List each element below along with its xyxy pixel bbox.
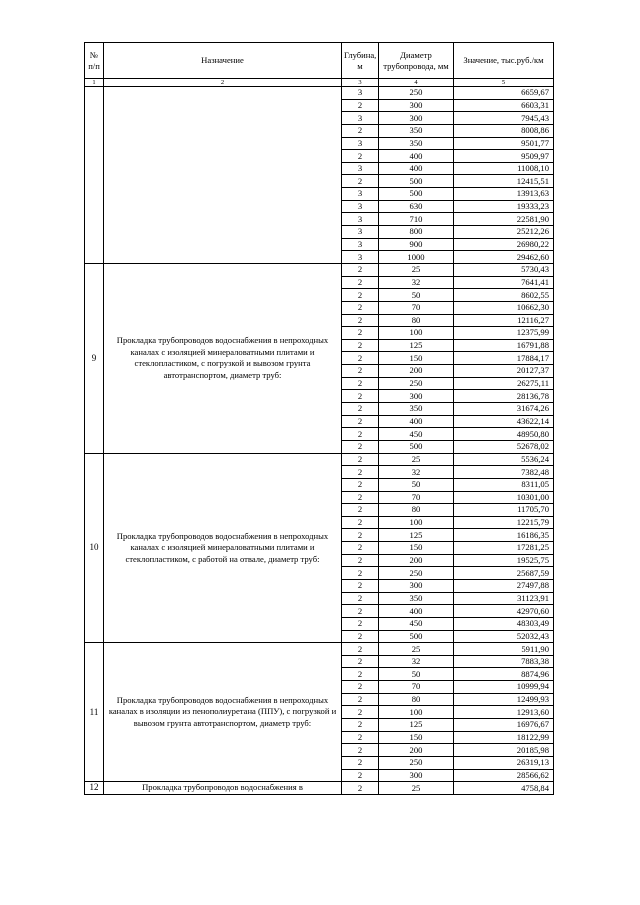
- depth-cell: 2: [342, 327, 379, 340]
- column-number: 5: [454, 79, 554, 87]
- depth-cell: 2: [342, 365, 379, 378]
- table-row: [85, 453, 554, 466]
- depth-cell: 2: [342, 175, 379, 188]
- value-cell: 12375,99: [454, 327, 554, 340]
- diameter-cell: 32: [379, 655, 454, 668]
- table-row: [85, 782, 554, 795]
- column-number: 1: [85, 79, 104, 87]
- depth-cell: 2: [342, 301, 379, 314]
- depth-cell: 2: [342, 289, 379, 302]
- diameter-cell: 250: [379, 377, 454, 390]
- diameter-cell: 150: [379, 542, 454, 555]
- diameter-cell: 450: [379, 428, 454, 441]
- column-number: 3: [342, 79, 379, 87]
- depth-cell: 2: [342, 744, 379, 757]
- diameter-cell: 350: [379, 137, 454, 150]
- depth-cell: 3: [342, 226, 379, 239]
- table-row: [85, 87, 554, 100]
- value-cell: 11705,70: [454, 504, 554, 517]
- value-cell: 25687,59: [454, 567, 554, 580]
- diameter-cell: 50: [379, 668, 454, 681]
- diameter-cell: 200: [379, 554, 454, 567]
- value-cell: 7945,43: [454, 112, 554, 125]
- diameter-cell: 25: [379, 263, 454, 276]
- table-body: [85, 87, 554, 795]
- item-description: Прокладка трубопроводов водоснабжения в непроходных каналах с изоляцией минераловатными плитами и стеклопластиком, с работой на отвале, диаметр труб:: [104, 453, 342, 643]
- value-cell: 16976,67: [454, 719, 554, 732]
- diameter-cell: 500: [379, 630, 454, 643]
- diameter-cell: 300: [379, 769, 454, 782]
- depth-cell: 3: [342, 238, 379, 251]
- depth-cell: 2: [342, 592, 379, 605]
- depth-cell: 2: [342, 276, 379, 289]
- diameter-cell: 50: [379, 289, 454, 302]
- depth-cell: 2: [342, 567, 379, 580]
- value-cell: 5730,43: [454, 263, 554, 276]
- diameter-cell: 80: [379, 314, 454, 327]
- item-number: 10: [85, 453, 104, 643]
- value-cell: 28566,62: [454, 769, 554, 782]
- value-cell: 31123,91: [454, 592, 554, 605]
- diameter-cell: 125: [379, 529, 454, 542]
- depth-cell: 2: [342, 263, 379, 276]
- header-value: Значение, тыс.руб./км: [454, 43, 554, 79]
- diameter-cell: 350: [379, 403, 454, 416]
- depth-cell: 3: [342, 112, 379, 125]
- diameter-cell: 250: [379, 756, 454, 769]
- depth-cell: 3: [342, 87, 379, 100]
- depth-cell: 2: [342, 504, 379, 517]
- diameter-cell: 150: [379, 731, 454, 744]
- depth-cell: 2: [342, 643, 379, 656]
- table-row: [85, 263, 554, 276]
- diameter-cell: 1000: [379, 251, 454, 264]
- value-cell: 16186,35: [454, 529, 554, 542]
- diameter-cell: 900: [379, 238, 454, 251]
- diameter-cell: 450: [379, 617, 454, 630]
- item-number: 11: [85, 643, 104, 782]
- header-depth: Глубина, м: [342, 43, 379, 79]
- value-cell: 26980,22: [454, 238, 554, 251]
- value-cell: 12215,79: [454, 516, 554, 529]
- value-cell: 27497,88: [454, 579, 554, 592]
- depth-cell: 3: [342, 188, 379, 201]
- header-diameter: Диаметр трубопровода, мм: [379, 43, 454, 79]
- depth-cell: 2: [342, 491, 379, 504]
- depth-cell: 2: [342, 453, 379, 466]
- item-description: Прокладка трубопроводов водоснабжения в непроходных каналах в изоляции из пенополиуретана (ППУ), с погрузкой и вывозом грунта автотранспортом, диаметр труб:: [104, 643, 342, 782]
- value-cell: 12116,27: [454, 314, 554, 327]
- value-cell: 6659,67: [454, 87, 554, 100]
- diameter-cell: 70: [379, 681, 454, 694]
- depth-cell: 2: [342, 605, 379, 618]
- diameter-cell: 400: [379, 605, 454, 618]
- diameter-cell: 150: [379, 352, 454, 365]
- value-cell: 16791,88: [454, 339, 554, 352]
- diameter-cell: 500: [379, 188, 454, 201]
- value-cell: 8008,86: [454, 124, 554, 137]
- value-cell: 25212,26: [454, 226, 554, 239]
- depth-cell: 2: [342, 681, 379, 694]
- diameter-cell: 70: [379, 491, 454, 504]
- diameter-cell: 300: [379, 112, 454, 125]
- value-cell: 19333,23: [454, 200, 554, 213]
- diameter-cell: 400: [379, 415, 454, 428]
- item-number: 12: [85, 782, 104, 795]
- diameter-cell: 250: [379, 567, 454, 580]
- value-cell: 42970,60: [454, 605, 554, 618]
- depth-cell: 2: [342, 529, 379, 542]
- depth-cell: 2: [342, 516, 379, 529]
- value-cell: 29462,60: [454, 251, 554, 264]
- depth-cell: 2: [342, 668, 379, 681]
- table-header-row: [85, 43, 554, 79]
- diameter-cell: 80: [379, 693, 454, 706]
- value-cell: 7382,48: [454, 466, 554, 479]
- value-cell: 9501,77: [454, 137, 554, 150]
- diameter-cell: 200: [379, 744, 454, 757]
- diameter-cell: 25: [379, 643, 454, 656]
- value-cell: 19525,75: [454, 554, 554, 567]
- depth-cell: 3: [342, 137, 379, 150]
- depth-cell: 2: [342, 756, 379, 769]
- column-number: 2: [104, 79, 342, 87]
- price-table: [84, 42, 554, 795]
- item-description: [104, 87, 342, 264]
- diameter-cell: 400: [379, 162, 454, 175]
- depth-cell: 2: [342, 693, 379, 706]
- column-number: 4: [379, 79, 454, 87]
- diameter-cell: 125: [379, 339, 454, 352]
- column-number-row: [85, 79, 554, 87]
- depth-cell: 2: [342, 403, 379, 416]
- depth-cell: 2: [342, 478, 379, 491]
- value-cell: 52032,43: [454, 630, 554, 643]
- value-cell: 26319,13: [454, 756, 554, 769]
- diameter-cell: 300: [379, 390, 454, 403]
- depth-cell: 2: [342, 415, 379, 428]
- diameter-cell: 100: [379, 706, 454, 719]
- value-cell: 48303,49: [454, 617, 554, 630]
- table-row: [85, 643, 554, 656]
- value-cell: 12913,60: [454, 706, 554, 719]
- item-number: 9: [85, 263, 104, 453]
- diameter-cell: 50: [379, 478, 454, 491]
- depth-cell: 2: [342, 719, 379, 732]
- depth-cell: 2: [342, 706, 379, 719]
- diameter-cell: 70: [379, 301, 454, 314]
- depth-cell: 3: [342, 251, 379, 264]
- depth-cell: 2: [342, 99, 379, 112]
- diameter-cell: 25: [379, 782, 454, 795]
- value-cell: 10301,00: [454, 491, 554, 504]
- value-cell: 43622,14: [454, 415, 554, 428]
- depth-cell: 2: [342, 579, 379, 592]
- diameter-cell: 80: [379, 504, 454, 517]
- depth-cell: 2: [342, 314, 379, 327]
- depth-cell: 3: [342, 213, 379, 226]
- depth-cell: 3: [342, 162, 379, 175]
- value-cell: 12415,51: [454, 175, 554, 188]
- value-cell: 31674,26: [454, 403, 554, 416]
- value-cell: 10999,94: [454, 681, 554, 694]
- value-cell: 28136,78: [454, 390, 554, 403]
- depth-cell: 2: [342, 150, 379, 163]
- header-name: Назначение: [104, 43, 342, 79]
- value-cell: 7641,41: [454, 276, 554, 289]
- value-cell: 8874,96: [454, 668, 554, 681]
- diameter-cell: 200: [379, 365, 454, 378]
- value-cell: 8311,05: [454, 478, 554, 491]
- diameter-cell: 300: [379, 99, 454, 112]
- diameter-cell: 800: [379, 226, 454, 239]
- depth-cell: 2: [342, 630, 379, 643]
- value-cell: 11008,10: [454, 162, 554, 175]
- value-cell: 9509,97: [454, 150, 554, 163]
- value-cell: 4758,84: [454, 782, 554, 795]
- depth-cell: 2: [342, 655, 379, 668]
- value-cell: 5911,90: [454, 643, 554, 656]
- depth-cell: 2: [342, 542, 379, 555]
- value-cell: 17281,25: [454, 542, 554, 555]
- depth-cell: 2: [342, 428, 379, 441]
- depth-cell: 2: [342, 554, 379, 567]
- value-cell: 17884,17: [454, 352, 554, 365]
- value-cell: 20185,98: [454, 744, 554, 757]
- diameter-cell: 100: [379, 327, 454, 340]
- value-cell: 48950,80: [454, 428, 554, 441]
- depth-cell: 2: [342, 466, 379, 479]
- diameter-cell: 125: [379, 719, 454, 732]
- item-description: Прокладка трубопроводов водоснабжения в: [104, 782, 342, 795]
- diameter-cell: 400: [379, 150, 454, 163]
- value-cell: 12499,93: [454, 693, 554, 706]
- diameter-cell: 300: [379, 579, 454, 592]
- value-cell: 7883,38: [454, 655, 554, 668]
- depth-cell: 2: [342, 731, 379, 744]
- header-no: № п/п: [85, 43, 104, 79]
- depth-cell: 3: [342, 200, 379, 213]
- diameter-cell: 630: [379, 200, 454, 213]
- depth-cell: 2: [342, 617, 379, 630]
- diameter-cell: 500: [379, 175, 454, 188]
- value-cell: 5536,24: [454, 453, 554, 466]
- depth-cell: 2: [342, 782, 379, 795]
- value-cell: 8602,55: [454, 289, 554, 302]
- value-cell: 10662,30: [454, 301, 554, 314]
- value-cell: 22581,90: [454, 213, 554, 226]
- value-cell: 20127,37: [454, 365, 554, 378]
- item-description: Прокладка трубопроводов водоснабжения в непроходных каналах с изоляцией минераловатными плитами и стеклопластиком, с погрузкой и вывозом грунта автотранспортом, диаметр труб:: [104, 263, 342, 453]
- diameter-cell: 32: [379, 466, 454, 479]
- diameter-cell: 710: [379, 213, 454, 226]
- depth-cell: 2: [342, 124, 379, 137]
- value-cell: 26275,11: [454, 377, 554, 390]
- diameter-cell: 250: [379, 87, 454, 100]
- diameter-cell: 100: [379, 516, 454, 529]
- depth-cell: 2: [342, 769, 379, 782]
- value-cell: 13913,63: [454, 188, 554, 201]
- diameter-cell: 32: [379, 276, 454, 289]
- depth-cell: 2: [342, 390, 379, 403]
- depth-cell: 2: [342, 440, 379, 453]
- diameter-cell: 25: [379, 453, 454, 466]
- value-cell: 18122,99: [454, 731, 554, 744]
- value-cell: 52678,02: [454, 440, 554, 453]
- depth-cell: 2: [342, 352, 379, 365]
- depth-cell: 2: [342, 377, 379, 390]
- depth-cell: 2: [342, 339, 379, 352]
- diameter-cell: 500: [379, 440, 454, 453]
- diameter-cell: 350: [379, 592, 454, 605]
- diameter-cell: 350: [379, 124, 454, 137]
- value-cell: 6603,31: [454, 99, 554, 112]
- item-number: [85, 87, 104, 264]
